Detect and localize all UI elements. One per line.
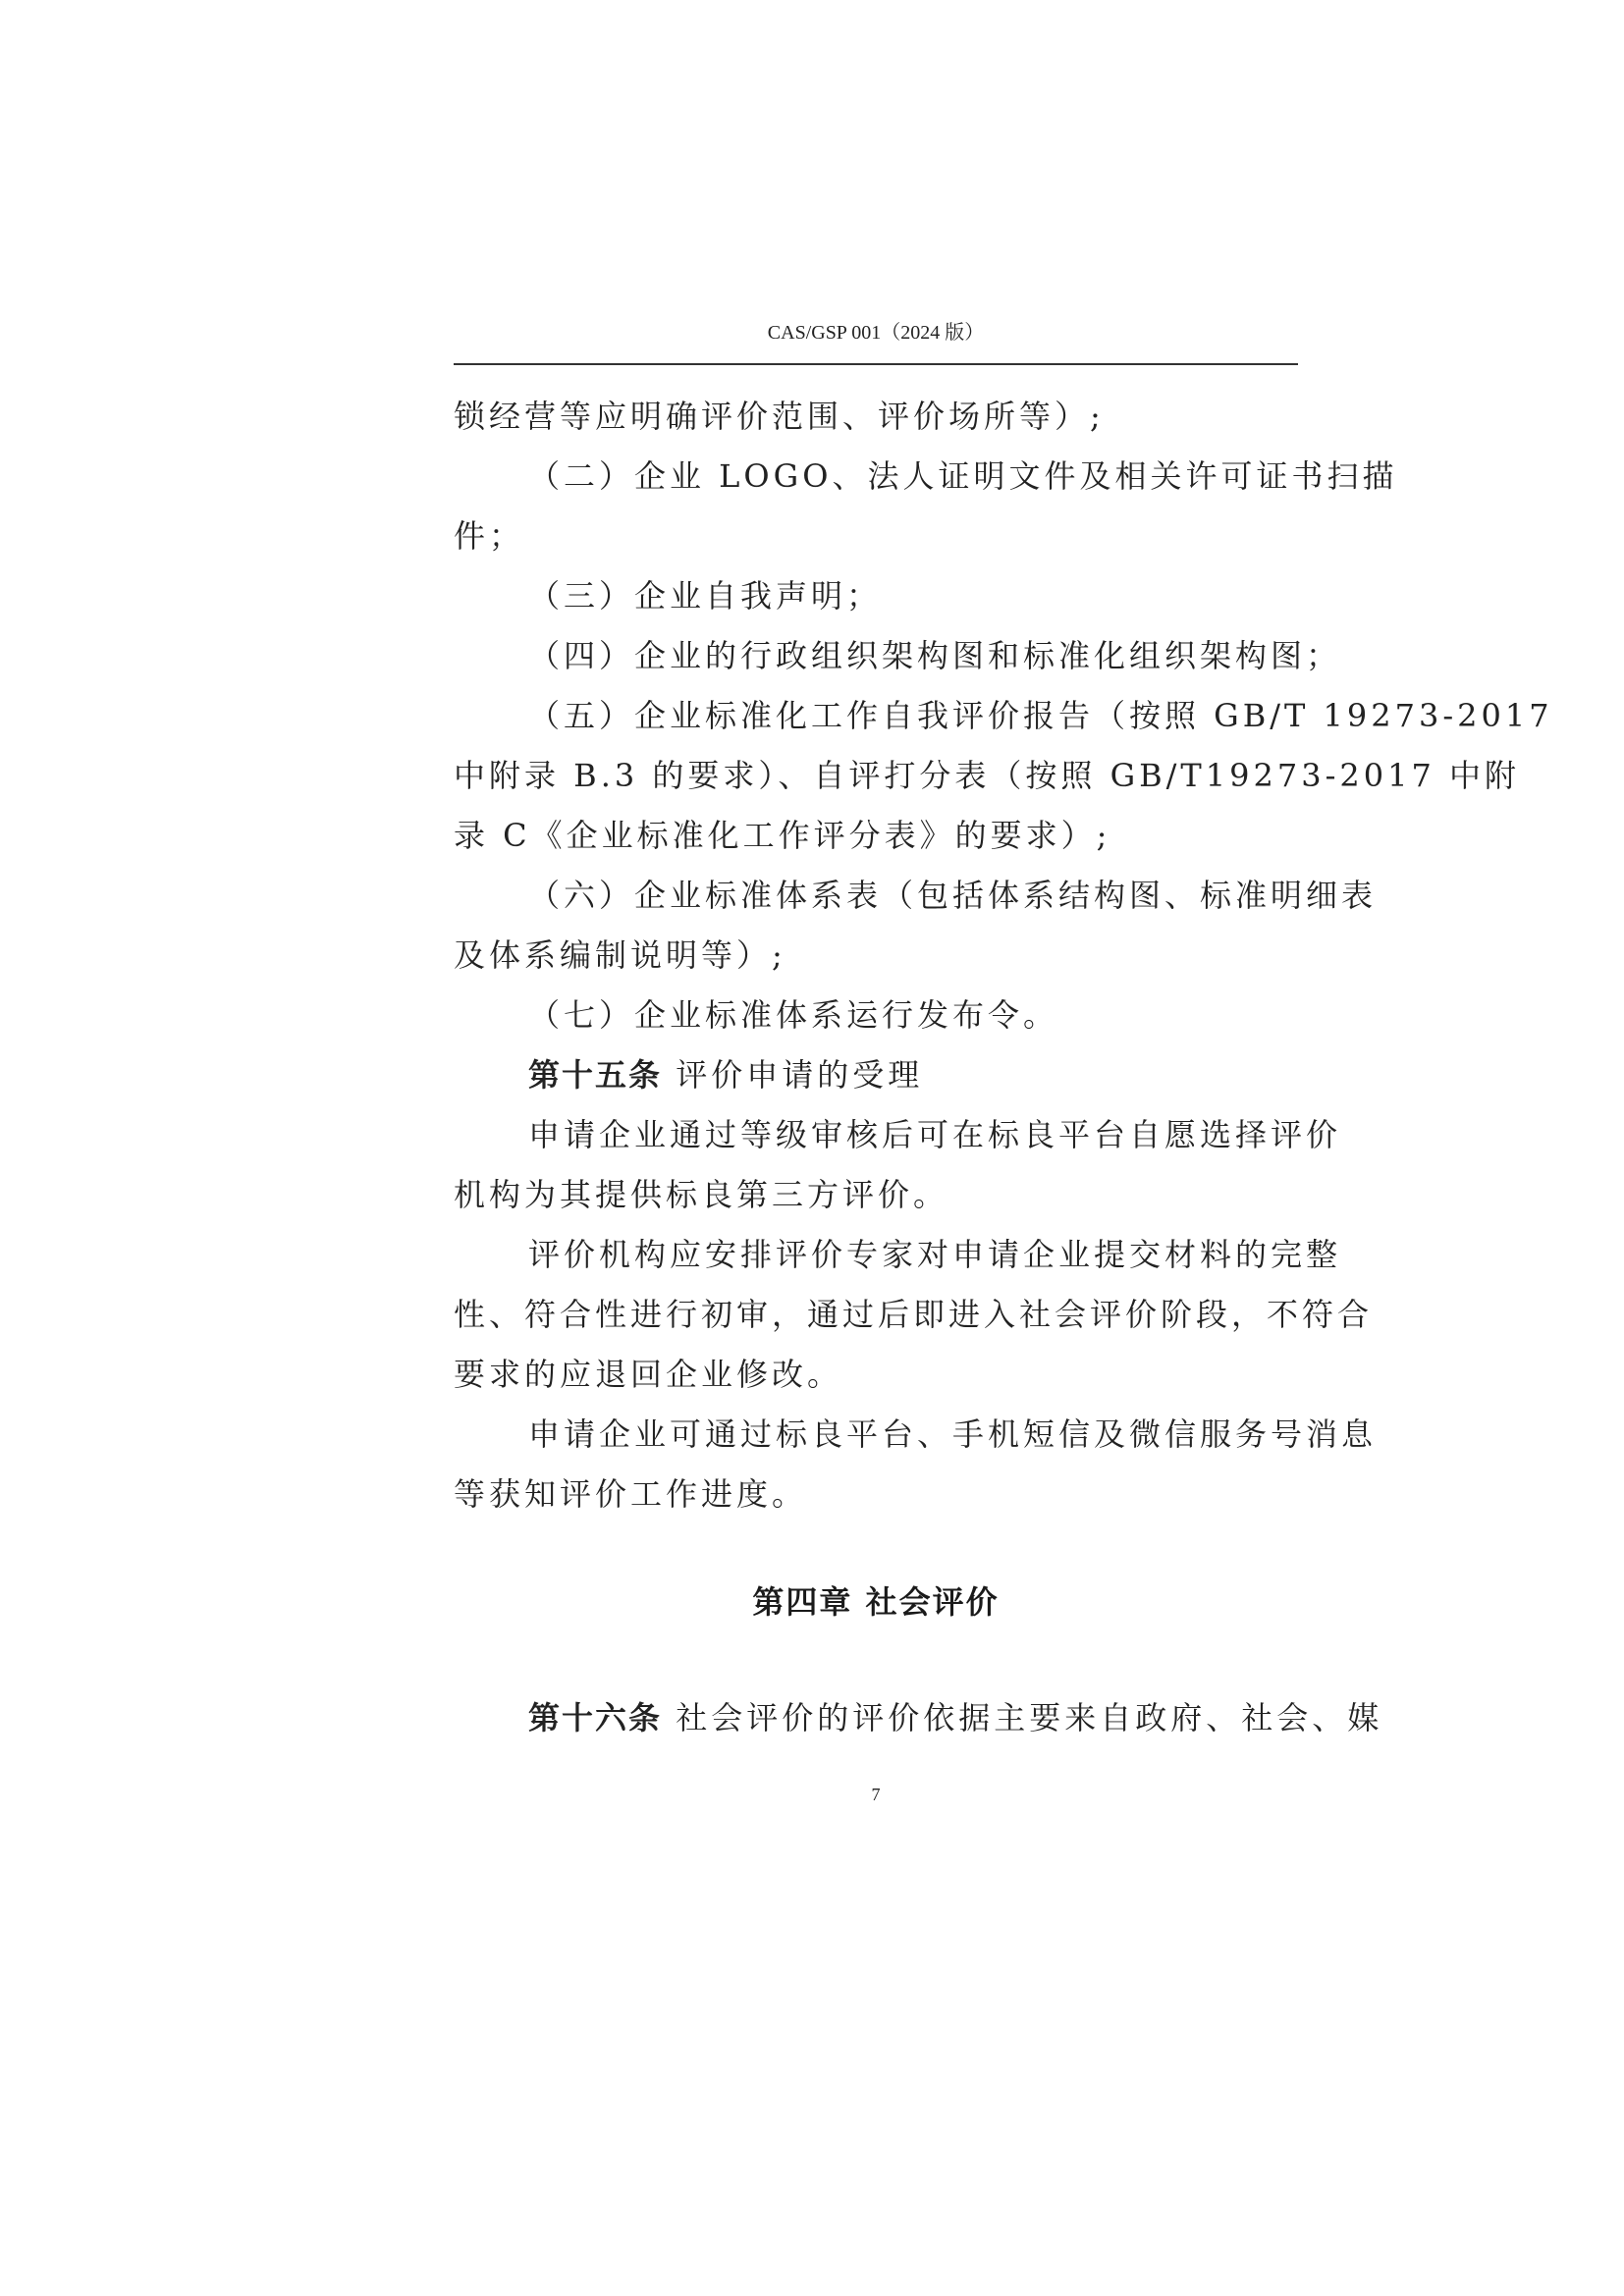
text-line: 要求的应退回企业修改。 — [454, 1356, 843, 1393]
text-line: 性、符合性进行初审，通过后即进入社会评价阶段，不符合 — [454, 1296, 1374, 1333]
text-line: 机构为其提供标良第三方评价。 — [454, 1176, 949, 1213]
document-code-header: CAS/GSP 001（2024 版） — [767, 322, 985, 344]
text-line: （七）企业标准体系运行发布令。 — [528, 996, 1059, 1034]
article-number: 第十六条 — [528, 1699, 663, 1736]
text-line: 等获知评价工作进度。 — [454, 1475, 808, 1513]
text-line: （三）企业自我声明； — [528, 577, 883, 614]
article-15-heading — [454, 1045, 1298, 1105]
text-line: 锁经营等应明确评价范围、评价场所等）; — [454, 398, 1105, 435]
chapter-heading: 第四章 社会评价 — [752, 1583, 1000, 1621]
text-line: （六）企业标准体系表（包括体系结构图、标准明细表 — [528, 877, 1378, 914]
text-line: 录 C《企业标准化工作评分表》的要求）; — [454, 817, 1111, 854]
text-line: 申请企业通过等级审核后可在标良平台自愿选择评价 — [528, 1116, 1342, 1153]
header-divider — [454, 363, 1298, 365]
text-line: （四）企业的行政组织架构图和标准化组织架构图； — [528, 637, 1342, 674]
page-number: 7 — [871, 1785, 881, 1804]
article-16-line — [454, 1688, 1383, 1748]
article-16 — [454, 1688, 1383, 1748]
article-title: 评价申请的受理 — [676, 1056, 924, 1094]
article-text: 社会评价的评价依据主要来自政府、社会、媒 — [676, 1699, 1383, 1736]
text-line: 评价机构应安排评价专家对申请企业提交材料的完整 — [528, 1236, 1342, 1273]
text-line: 中附录 B.3 的要求）、自评打分表（按照 GB/T19273-2017 中附 — [454, 757, 1520, 794]
text-line: （五）企业标准化工作自我评价报告（按照 GB/T 19273-2017 — [528, 697, 1553, 734]
text-line: 申请企业可通过标良平台、手机短信及微信服务号消息 — [528, 1415, 1378, 1453]
text-line: （二）企业 LOGO、法人证明文件及相关许可证书扫描 — [528, 457, 1398, 495]
text-line: 件； — [454, 517, 525, 555]
article-number: 第十五条 — [528, 1056, 663, 1094]
text-line: 及体系编制说明等）; — [454, 936, 786, 974]
body-text — [454, 387, 1553, 1524]
